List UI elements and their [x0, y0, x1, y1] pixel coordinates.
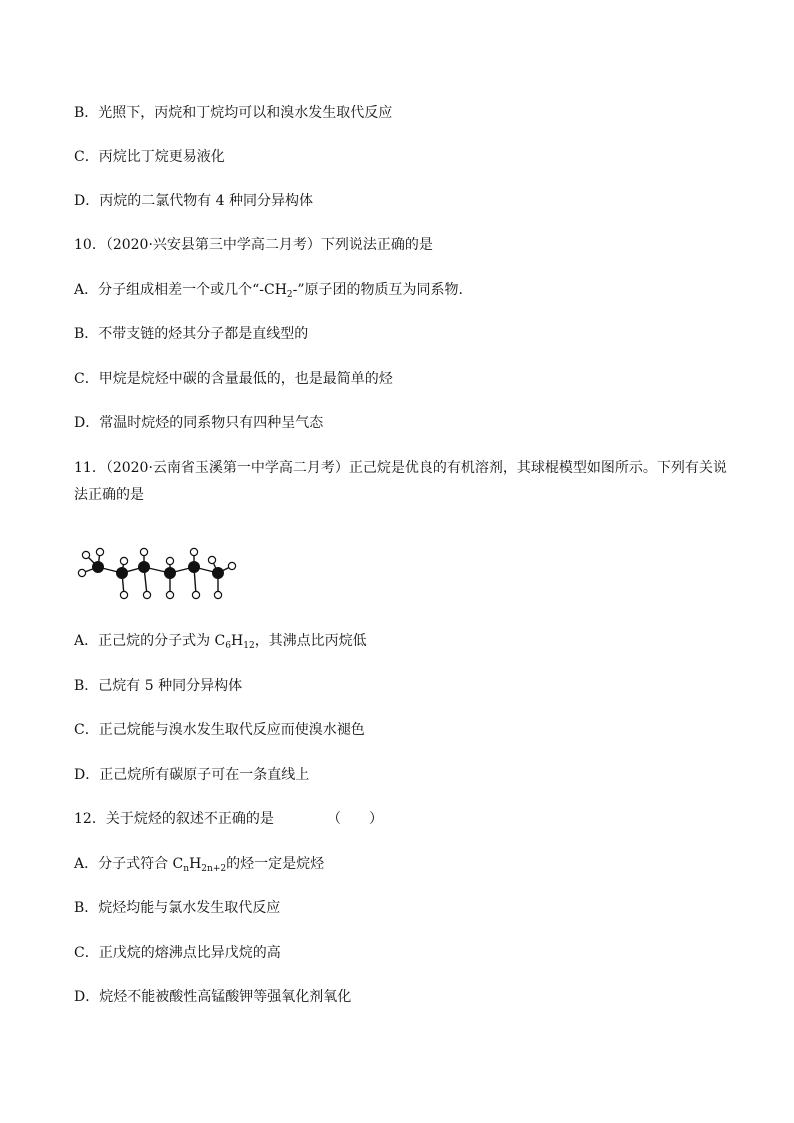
line-q12-option-a: [74, 855, 324, 873]
q12a-mid: H: [189, 856, 202, 872]
q12a-sub2: 2n+2: [201, 864, 227, 874]
q12a-pre: A．分子式符合 C: [74, 856, 184, 872]
q12a-post: 的烃一定是烷烃: [226, 856, 325, 872]
line-q12-option-b: B．烷烃均能与氯水发生取代反应: [74, 900, 281, 916]
q12-answer-parens: （ ）: [327, 811, 383, 827]
line-q11-option-d: D．正己烷所有碳原子可在一条直线上: [74, 767, 310, 783]
hexane-ball-stick-model: [74, 540, 274, 602]
line-q10-option-a: [74, 281, 463, 299]
line-q10-option-b: B．不带支链的烃其分子都是直线型的: [74, 326, 309, 342]
q10a-text-post: -”原子团的物质互为同系物.: [292, 282, 463, 298]
q11a-post: ，其沸点比丙烷低: [254, 633, 367, 649]
question-11-stem: 11．（2020·云南省玉溪第一中学高二月考）正己烷是优良的有机溶剂，其球棍模型如图所示。下列有关说法正确的是: [74, 460, 727, 503]
line-q11-option-b: B．己烷有 5 种同分异构体: [74, 678, 243, 694]
hydrogen-atoms: [78, 548, 235, 598]
q10a-text-pre: A．分子组成相差一个或几个“-CH: [74, 282, 287, 298]
line-q9-option-b: B．光照下，丙烷和丁烷均可以和溴水发生取代反应: [74, 105, 393, 121]
line-q10-option-c: C．甲烷是烷烃中碳的含量最低的，也是最简单的烃: [74, 371, 393, 387]
line-q9-option-d: D．丙烷的二氯代物有 4 种同分异构体: [74, 193, 314, 209]
q11a-pre: A．正己烷的分子式为 C: [74, 633, 226, 649]
line-q11-option-c: C．正己烷能与溴水发生取代反应而使溴水褪色: [74, 722, 365, 738]
q10a-sub: 2: [286, 290, 293, 300]
line-q11-option-a: [74, 632, 367, 650]
q11a-mid: H: [231, 633, 244, 649]
q11a-sub2: 12: [243, 641, 255, 651]
question-10-stem: 10．（2020·兴安县第三中学高二月考）下列说法正确的是: [74, 237, 433, 253]
line-q12-option-c: C．正戊烷的熔沸点比异戊烷的高: [74, 945, 281, 961]
line-q12-option-d: D．烷烃不能被酸性高锰酸钾等强氧化剂氧化: [74, 989, 352, 1005]
q12-stem-text: 12．关于烷烃的叙述不正确的是: [74, 811, 274, 827]
line-q9-option-c: C．丙烷比丁烷更易液化: [74, 149, 225, 165]
q11a-sub1: 6: [225, 641, 232, 651]
line-q10-option-d: D．常温时烷烃的同系物只有四种呈气态: [74, 415, 324, 431]
question-12-stem: [74, 810, 414, 828]
q12a-sub1: n: [183, 864, 190, 874]
